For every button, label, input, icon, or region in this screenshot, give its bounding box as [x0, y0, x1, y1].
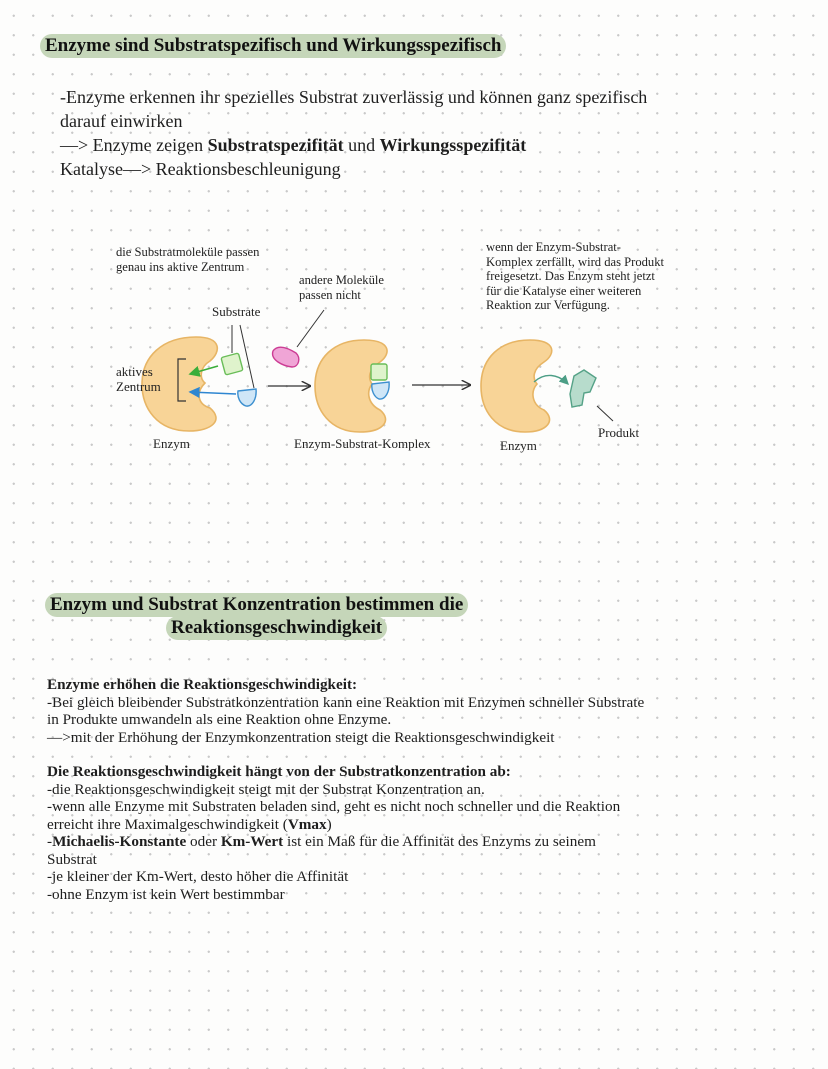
intro-text: und — [343, 135, 380, 155]
label-enzyme-1: Enzym — [153, 436, 190, 451]
intro-text: —> Enzyme zeigen — [60, 135, 208, 155]
note-line: passen nicht — [299, 287, 361, 302]
section-heading-text: Reaktionsgeschwindigkeit — [171, 617, 383, 638]
note-line: genau ins aktive Zentrum — [116, 259, 245, 274]
body-text: ) — [326, 815, 332, 833]
note-line: wenn der Enzym-Substrat- — [486, 240, 621, 254]
intro-line: darauf einwirken — [60, 111, 183, 131]
label-enzyme-substrate-complex: Enzym-Substrat-Komplex — [294, 436, 431, 451]
label-enzyme-2: Enzym — [500, 438, 537, 453]
substrate-square — [221, 353, 243, 375]
label-line: Zentrum — [116, 379, 161, 394]
term-km-value: Km-Wert — [220, 833, 284, 850]
note-line: andere Moleküle — [299, 273, 384, 287]
block-title-substrate: Die Reaktionsgeschwindigkeit hängt von der Substratkonzentration ab: — [47, 763, 511, 780]
intro-line: -Enzyme erkennen ihr spezielles Substrat zuverlässig und können ganz spezifisch — [60, 87, 648, 107]
label-active-site — [116, 364, 161, 394]
body-text: erreicht ihre Maximalgeschwindigkeit ( — [47, 815, 288, 833]
bound-substrate-square — [371, 364, 387, 380]
section-heading-concentration-line2 — [166, 616, 387, 640]
term-reaction-specificity: Wirkungsspezifität — [379, 135, 527, 155]
bound-substrate-drop — [372, 382, 389, 399]
note-substrate-fit — [116, 245, 259, 274]
body-line: -die Reaktionsgeschwindigkeit steigt mit der Substrat Konzentration an. — [47, 780, 485, 798]
note-line: Reaktion zur Verfügung. — [486, 298, 610, 312]
note-line: freigesetzt. Das Enzym steht jetzt — [486, 269, 655, 283]
substrate-pointer — [240, 325, 254, 388]
section-heading-concentration — [45, 593, 468, 617]
note-other-molecules — [299, 273, 384, 302]
label-substrate: Substrate — [212, 304, 261, 319]
label-line: aktives — [116, 364, 153, 379]
body-line: -je kleiner der Km-Wert, desto höher die Affinität — [47, 868, 349, 885]
other-molecule — [273, 347, 299, 367]
substrate-drop — [238, 389, 256, 406]
term-michaelis-constant: Michaelis-Konstante — [52, 833, 187, 850]
product-pointer — [597, 406, 613, 421]
term-substrate-specificity: Substratspezifität — [207, 135, 344, 155]
term-vmax: Vmax — [287, 815, 327, 833]
enzyme-shape-3 — [481, 340, 552, 432]
note-line: Komplex zerfällt, wird das Produkt — [486, 254, 665, 269]
body-line-km — [47, 833, 787, 851]
body-line-vmax — [47, 816, 787, 834]
other-molecule-pointer — [297, 310, 324, 347]
spacer — [47, 746, 787, 763]
label-product: Produkt — [598, 425, 640, 440]
section-heading-text: Enzyme sind Substratspezifisch und Wirkungsspezifisch — [45, 35, 502, 56]
body-line: -wenn alle Enzyme mit Substraten beladen sind, geht es nicht noch schneller und die Reaktion — [47, 798, 621, 815]
body-line: -ohne Enzym ist kein Wert bestimmbar — [47, 885, 285, 903]
body-text: ist ein Maß für die Affinität des Enzyms zu seinem — [283, 833, 596, 850]
note-line: die Substratmoleküle passen — [116, 245, 260, 259]
body-text: oder — [186, 833, 221, 850]
body-line: in Produkte umwandeln als eine Reaktion ohne Enzyme. — [47, 711, 392, 728]
block-title-enzymes: Enzyme erhöhen die Reaktionsgeschwindigkeit: — [47, 676, 358, 693]
note-complex-release — [486, 240, 664, 313]
body-line: Substrat — [47, 850, 97, 868]
note-line: für die Katalyse einer weiteren — [486, 283, 642, 298]
body-line: —>mit der Erhöhung der Enzymkonzentration steigt die Reaktionsgeschwindigkeit — [47, 728, 555, 746]
product-release-arrow — [534, 375, 568, 384]
body-line: -Bei gleich bleibender Substratkonzentration kann eine Reaktion mit Enzymen schneller Substrate — [47, 693, 645, 711]
product-molecule — [570, 370, 596, 407]
section-heading-text: Enzym und Substrat Konzentration bestimmen die — [50, 594, 464, 615]
concentration-notes — [47, 676, 787, 903]
intro-line: Katalyse—> Reaktionsbeschleunigung — [60, 159, 341, 179]
body-text: - — [47, 833, 53, 850]
